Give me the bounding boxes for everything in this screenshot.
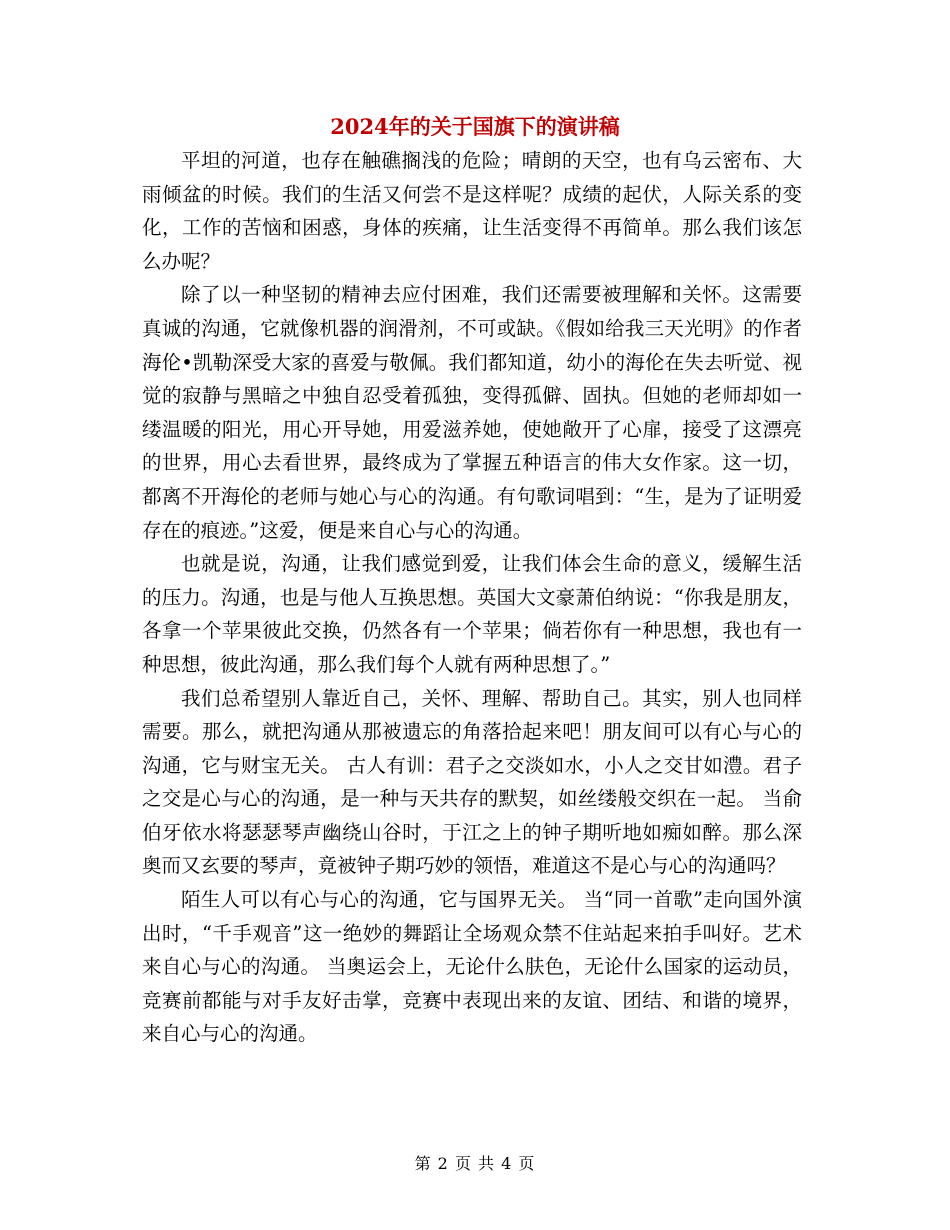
document-title: 2024年的关于国旗下的演讲稿	[330, 114, 620, 139]
page-number-footer: 第 2 页 共 4 页	[414, 1154, 536, 1173]
paragraph-3: 也就是说，沟通，让我们感觉到爱，让我们体会生命的意义，缓解生活的压力。沟通，也是与他人互换思想。英国大文豪萧伯纳说：“你我是朋友，各拿一个苹果彼此交换，仍然各有一个苹果；倘若你有一种思想，我也有一种思想，彼此沟通，那么我们每个人就有两种思想了。”	[142, 552, 802, 676]
paragraph-2: 除了以一种坚韧的精神去应付困难，我们还需要被理解和关怀。这需要真诚的沟通，它就像机器的润滑剂，不可或缺。《假如给我三天光明》的作者海伦•凯勒深受大家的喜爱与敬佩。我们都知道，幼小的海伦在失去听觉、视觉的寂静与黑暗之中独自忍受着孤独，变得孤僻、固执。但她的老师却如一缕温暖的阳光，用心开导她，用爱滋养她，使她敞开了心扉，接受了这漂亮的世界，用心去看世界，最终成为了掌握五种语言的伟大女作家。这一切，都离不开海伦的老师与她心与心的沟通。有句歌词唱到：“生，是为了证明爱存在的痕迹。”这爱，便是来自心与心的沟通。	[142, 283, 802, 542]
paragraph-4: 我们总希望别人靠近自己，关怀、理解、帮助自己。其实，别人也同样需要。那么，就把沟通从那被遗忘的角落拾起来吧！朋友间可以有心与心的沟通，它与财宝无关。 古人有训：君子之交淡如水，小人之交甘如澧。君子之交是心与心的沟通，是一种与天共存的默契，如丝缕般交织在一起。 当俞伯牙依水将瑟瑟琴声幽绕山谷时，于江之上的钟子期听地如痴如醉。那么深奥而又玄要的琴声，竟被钟子期巧妙的领悟，难道这不是心与心的沟通吗？	[142, 686, 802, 878]
document-body	[142, 144, 802, 1051]
paragraph-1: 平坦的河道，也存在触礁搁浅的危险；晴朗的天空，也有乌云密布、大雨倾盆的时候。我们的生活又何尝不是这样呢？成绩的起伏，人际关系的变化，工作的苦恼和困惑，身体的疾痛，让生活变得不再简单。那么我们该怎么办呢？	[142, 149, 802, 273]
paragraph-5: 陌生人可以有心与心的沟通，它与国界无关。 当“同一首歌”走向国外演出时，“千手观音”这一绝妙的舞蹈让全场观众禁不住站起来拍手叫好。艺术来自心与心的沟通。 当奥运会上，无论什么肤色，无论什么国家的运动员，竞赛前都能与对手友好击掌，竞赛中表现出来的友谊、团结、和谐的境界，来自心与心的沟通。	[142, 888, 802, 1046]
